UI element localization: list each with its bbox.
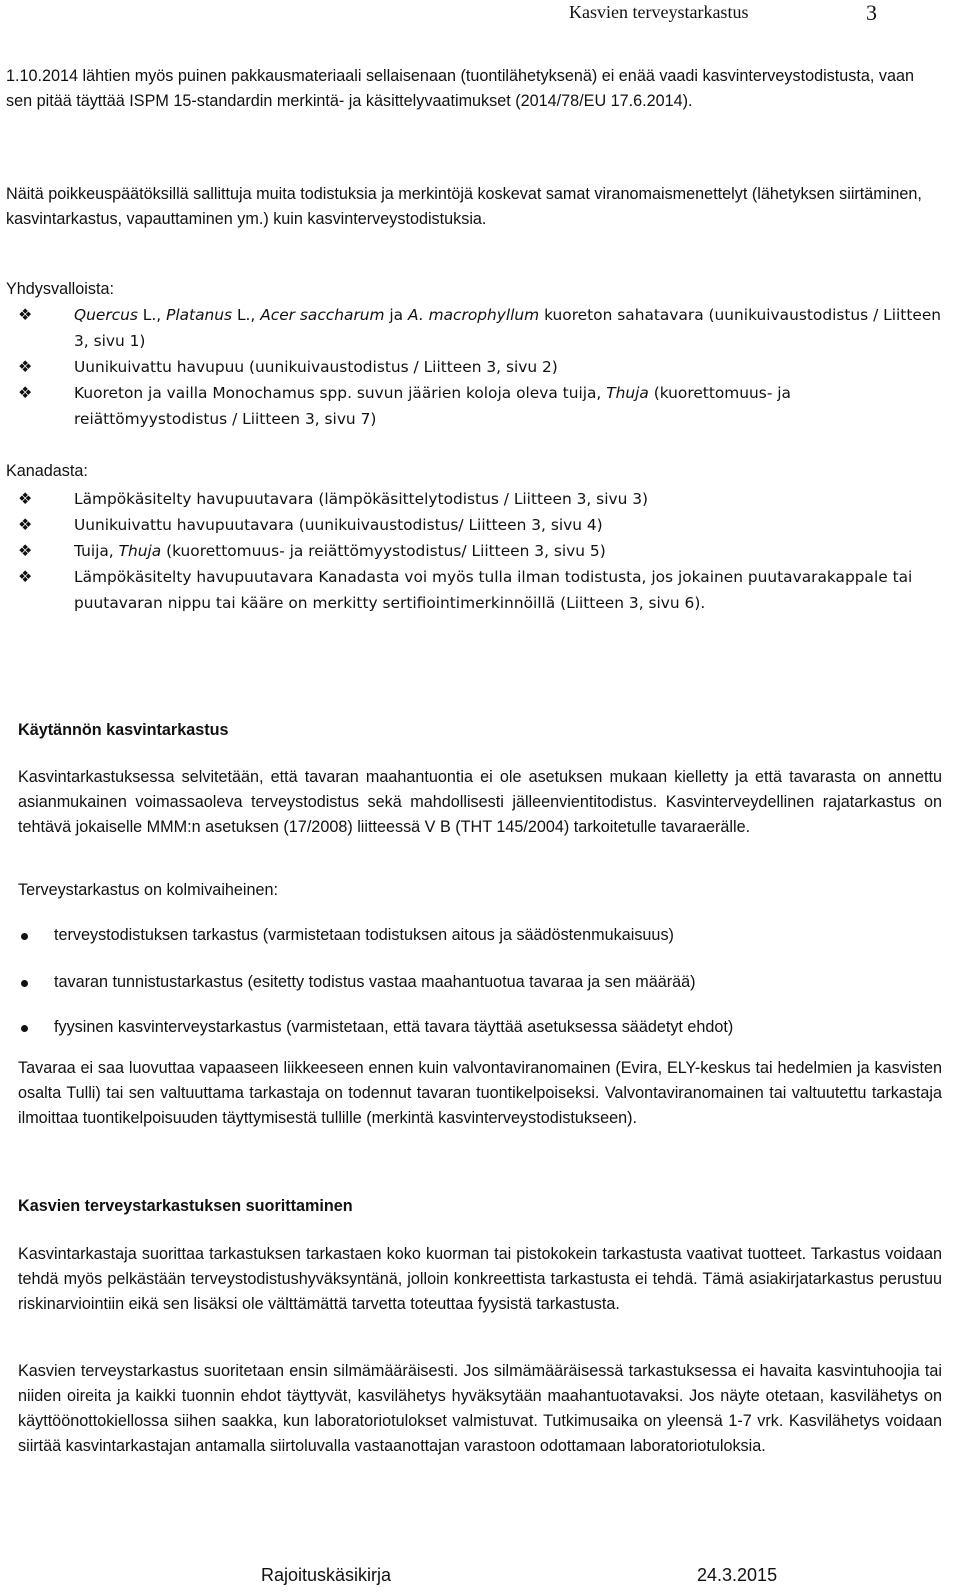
list-item <box>18 512 948 538</box>
execution-heading: Kasvien terveystarkastuksen suorittaminen <box>18 1197 353 1215</box>
list-item <box>18 538 948 564</box>
execution-paragraph-1: Kasvintarkastaja suorittaa tarkastuksen tarkastaen koko kuorman tai pistokokein tarkastusta vaativat tuotteet. Tarkastus voidaan tehdä myös pelkästään terveystodistushyväksyntänä, jolloin konkreettista tarkastusta ei tehdä. Tämä asiakirjatarkastus perustuu riskinarviointiin eikä sen lisäksi ole välttämättä tarvetta toteuttaa fyysistä tarkastusta. <box>18 1245 942 1313</box>
bullet-dot-icon <box>21 933 28 940</box>
intro-paragraph: 1.10.2014 lähtien myös puinen pakkausmateriaali sellaisenaan (tuontilähetyksenä) ei enää vaadi kasvinterveystodistusta, vaan sen pitää täyttää ISPM 15-standardin merkintä- ja käsittelyvaatimukset (2014/78/EU 17.6.2014). <box>6 67 914 110</box>
practical-heading: Käytännön kasvintarkastus <box>18 721 229 739</box>
list-item-text: A. macrophyllum <box>408 306 540 324</box>
list-item <box>18 380 948 432</box>
diamond-bullet-icon: ❖ <box>18 305 33 324</box>
phase-text: tavaran tunnistustarkastus (esitetty todistus vastaa maahantuotua tavaraa ja sen määrää) <box>54 973 696 991</box>
diamond-bullet-icon: ❖ <box>18 541 33 560</box>
list-item-text: Tuija, <box>74 542 119 560</box>
bullet-dot-icon <box>21 1025 28 1032</box>
diamond-bullet-icon: ❖ <box>18 515 33 534</box>
diamond-bullet-icon: ❖ <box>18 357 33 376</box>
three-phase-intro: Terveystarkastus on kolmivaiheinen: <box>18 881 279 899</box>
usa-heading: Yhdysvalloista: <box>6 280 114 298</box>
list-item <box>0 1018 733 1037</box>
list-item <box>0 926 674 945</box>
list-item <box>18 486 948 512</box>
list-item-text: L., <box>232 306 261 324</box>
list-item-text: Quercus <box>74 306 138 324</box>
release-paragraph: Tavaraa ei saa luovuttaa vapaaseen liikkeeseen ennen kuin valvontaviranomainen (Evira, ELY-keskus tai hedelmien ja kasvisten osalta Tulli) tai sen valtuuttama tarkastaja on todennut tavaran tuontikelpoiseksi. Valvontaviranomainen tai valtuutettu tarkastaja ilmoittaa tuontikelpoisuuden täyttymisestä tullille (merkintä kasvinterveystodistukseen). <box>18 1059 942 1127</box>
list-item-text: ja <box>384 306 409 324</box>
list-item-text: Uunikuivattu havupuutavara (uunikuivaustodistus/ Liitteen 3, sivu 4) <box>74 516 603 534</box>
list-item-text: L., <box>137 306 167 324</box>
canada-list <box>18 486 948 616</box>
canada-heading: Kanadasta: <box>6 462 88 480</box>
exceptions-paragraph: Näitä poikkeuspäätöksillä sallittuja muita todistuksia ja merkintöjä koskevat samat viranomaismenettelyt (lähetyksen siirtäminen, kasvintarkastus, vapauttaminen ym.) kuin kasvinterveystodistuksia. <box>6 185 922 228</box>
usa-list <box>18 302 948 432</box>
phase-text: fyysinen kasvinterveystarkastus (varmistetaan, että tavara täyttää asetuksessa säädetyt ehdot) <box>54 1018 734 1036</box>
list-item-text: Lämpökäsitelty havupuutavara Kanadasta voi myös tulla ilman todistusta, jos jokainen puutavarakappale tai puutavaran nippu tai kääre on merkitty sertifiointimerkinnöillä (Liitteen 3, sivu 6). <box>74 568 913 612</box>
list-item-text: Thuja <box>606 384 649 402</box>
list-item-text: Lämpökäsitelty havupuutavara (lämpökäsittelytodistus / Liitteen 3, sivu 3) <box>74 490 649 508</box>
phase-text: terveystodistuksen tarkastus (varmistetaan todistuksen aitous ja säädöstenmukaisuus) <box>54 926 674 944</box>
list-item <box>18 354 948 380</box>
list-item <box>18 302 948 354</box>
practical-paragraph: Kasvintarkastuksessa selvitetään, että tavaran maahantuontia ei ole asetuksen mukaan kielletty ja että tavarasta on annettu asianmukainen voimassaoleva terveystodistus sekä mahdollisesti jälleenvientitodistus. Kasvinterveydellinen rajatarkastus on tehtävä jokaiselle MMM:n asetuksen (17/2008) liitteessä V B (THT 145/2004) tarkoitetulle tavaraerälle. <box>18 768 942 836</box>
footer-date: 24.3.2015 <box>697 1565 778 1585</box>
list-item-text: kuoreton sahatavara (uunikuivaustodistus / Liitteen 3, sivu 1) <box>74 306 942 350</box>
footer-left: Rajoituskäsikirja <box>261 1565 392 1585</box>
page-number: 3 <box>866 0 877 25</box>
list-item-text: (kuorettomuus- ja reiättömyystodistus / Liitteen 3, sivu 7) <box>74 384 791 428</box>
diamond-bullet-icon: ❖ <box>18 489 33 508</box>
list-item-text: Uunikuivattu havupuu (uunikuivaustodistus / Liitteen 3, sivu 2) <box>74 358 558 376</box>
header-title: Kasvien terveystarkastus <box>569 2 749 22</box>
list-item-text: Platanus <box>166 306 233 324</box>
list-item-text: (kuorettomuus- ja reiättömyystodistus/ Liitteen 3, sivu 5) <box>161 542 606 560</box>
bullet-dot-icon <box>21 980 28 987</box>
list-item-text: Thuja <box>118 542 162 560</box>
list-item <box>0 973 696 992</box>
diamond-bullet-icon: ❖ <box>18 567 33 586</box>
list-item-text: Kuoreton ja vailla Monochamus spp. suvun jäärien koloja oleva tuija, <box>74 384 607 402</box>
list-item-text: Acer saccharum <box>260 306 385 324</box>
list-item <box>18 564 948 616</box>
diamond-bullet-icon: ❖ <box>18 383 33 402</box>
execution-paragraph-2: Kasvien terveystarkastus suoritetaan ensin silmämääräisesti. Jos silmämääräisessä tarkastuksessa ei havaita kasvintuhoojia tai niiden oireita ja kaikki tuonnin ehdot täyttyvät, kasvilähetys hyväksytään maahantuotavaksi. Jos näyte otetaan, kasvilähetys on käyttöönottokiellossa siihen saakka, kun laboratoriotulokset valmistuvat. Tutkimusaika on yleensä 1-7 vrk. Kasvilähetys voidaan siirtää kasvintarkastajan antamalla siirtoluvalla vastaanottajan varastoon odottamaan laboratoriotuloksia. <box>18 1362 942 1455</box>
